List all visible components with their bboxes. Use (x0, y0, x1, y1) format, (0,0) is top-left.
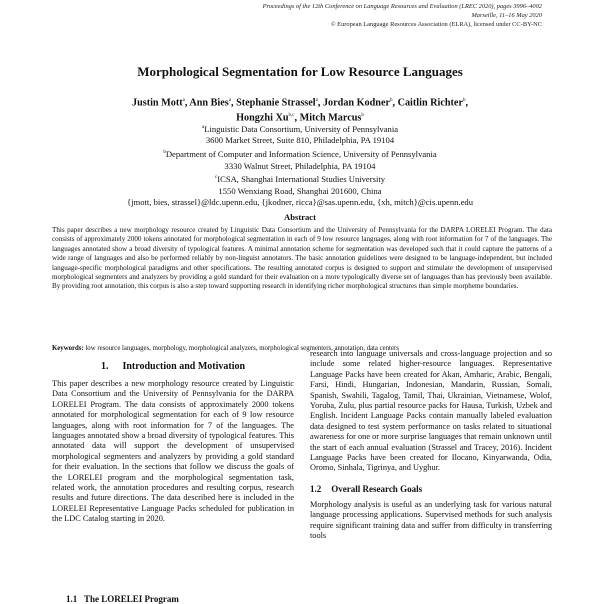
author: Stephanie Strassel (236, 97, 316, 109)
proceedings-header (242, 2, 542, 30)
paper-title: Morphological Segmentation for Low Resource Languages (137, 64, 463, 79)
keywords-label: Keywords: (52, 345, 84, 352)
author-list: Justin Mott$^a$, Ann Bies$^a$, Stephanie Strassel$^a$, Jordan Kodner$^b$, Caitlin Richter$^b$, Hongzhi Xu$^{b,c}$, Mitch Marcus$^b$ (131, 97, 469, 124)
subsection-heading-cut: 1.1 The LORELEI Program (66, 594, 179, 604)
affiliation-line: $^a$Linguistic Data Consortium, University of Pennsylvania (201, 123, 399, 134)
author: Hongzhi Xu (236, 112, 289, 124)
section-1-text: This paper describes a new morphology resource created by Linguistic Data Consortium and the University of Pennsylvania for the DARPA LORELEI Program. The data consists of approximately 2000 tokens annotated for morphological segmentation for each of 9 low resource languages, along with root information for 7 of the languages. The languages annotated show a broad diversity of typological features. This annotated data will support the development of unsupervised morphological segmenters and analyzers by providing a gold standard for their evaluation. In the sections that follow we discuss the goals of the LORELEI program and the morphological segmentation task, related work, the annotation procedures and resulting corpus, research results and future directions. The data described here is included in the LORELEI Representative Language Packs scheduled for publication in the LDC Catalog starting in 2020. (52, 379, 294, 524)
abstract-heading: Abstract (284, 212, 316, 222)
right-column (310, 349, 552, 542)
left-column (52, 357, 294, 525)
subsection-heading: 1.2 Overall Research Goals (310, 483, 423, 494)
author: Ann Bies (189, 97, 229, 109)
subsection-text: Morphology analysis is useful as an underlying task for various natural language processing applications. Supervised methods for such analysis require significant training data and suffer from difficulty in transferring tools (310, 499, 552, 541)
affiliation-address: 3330 Walnut Street, Philadelphia, PA 19104 (224, 160, 376, 171)
author: Caitlin Richter (397, 97, 463, 109)
header-line-1: Proceedings of the 12th Conference on Language Resources and Evaluation (LREC 2020), pages 3996–4002 (262, 3, 542, 10)
header-line-2: Marseille, 11–16 May 2020 (471, 12, 542, 20)
header-license: © European Language Resources Association (ELRA), licensed under CC-BY-NC (330, 21, 542, 29)
affiliation-address: 1550 Wenxiang Road, Shanghai 201600, China (218, 185, 382, 196)
section-heading: 1. Introduction and Motivation (100, 361, 246, 372)
author: Justin Mott (131, 97, 183, 109)
author: Jordan Kodner (322, 97, 391, 109)
affiliation-address: 3600 Market Street, Suite 810, Philadelphia, PA 19104 (205, 135, 395, 146)
abstract-text: This paper describes a new morphology resource created by Linguistic Data Consortium and the University of Pennsylvania for the DARPA LORELEI Program. The data consists of approximately 2000 tokens annotated for morphological segmentation in each of 9 low resource languages, along with root information for 7 of the languages. The languages annotated show a broad diversity of typological features. A minimal annotation scheme for segmentation was developed such that it could capture the patterns of a wide range of languages and also be performed reliably by non-linguist annotators. The basic annotation guidelines were designed to be language-independent, but included language-specific morphological paradigms and other specifications. The resulting annotated corpus is designed to support and stimulate the development of unsupervised morphological segmenters and analyzers by providing a gold standard for their evaluation on a more typologically diverse set of languages than has previously been available. By providing root annotation, this corpus is also a step toward supporting research in identifying richer morphological structures than simple morpheme boundaries. (52, 226, 552, 291)
keywords-text: low resource languages, morphology, morphological analyzers, morphological segmenters, annotation, data centers (85, 345, 399, 352)
affiliation-line: $^b$Department of Computer and Information Science, University of Pennsylvania (163, 148, 437, 159)
affiliation-line: $^c$ICSA, Shanghai International Studies University (214, 173, 386, 184)
affiliations (40, 122, 560, 209)
author: Mitch Marcus (299, 112, 362, 124)
author-emails: {jmott, bies, strassel}@ldc.upenn.edu, {jkodner, ricca}@sas.upenn.edu, {xh, mitch}@cis.upenn.edu (127, 197, 473, 208)
right-column-text: research into language universals and cross-language projection and so include some related higher-resource languages. Representative Language Packs have been created for Akan, Amharic, Arabic, Bengali, Farsi, Hindi, Hungarian, Indonesian, Mandarin, Russian, Somali, Spanish, Swahili, Tagalog, Tamil, Thai, Ukrainian, Vietnamese, Wolof, Yoruba, Zulu, plus partial resource packs for Hausa, Turkish, Uzbek and English. Incident Language Packs contain manually labeled evaluation data designed to test system performance on tasks related to situational awareness for one or more surprise languages that remain unknown until the start of each annual evaluation (Strassel and Tracey, 2016). Incident Language Packs have been created for Ilocano, Kinyarwanda, Odia, Oromo, Sinhala, Tigrinya, and Uyghur. (310, 349, 552, 473)
